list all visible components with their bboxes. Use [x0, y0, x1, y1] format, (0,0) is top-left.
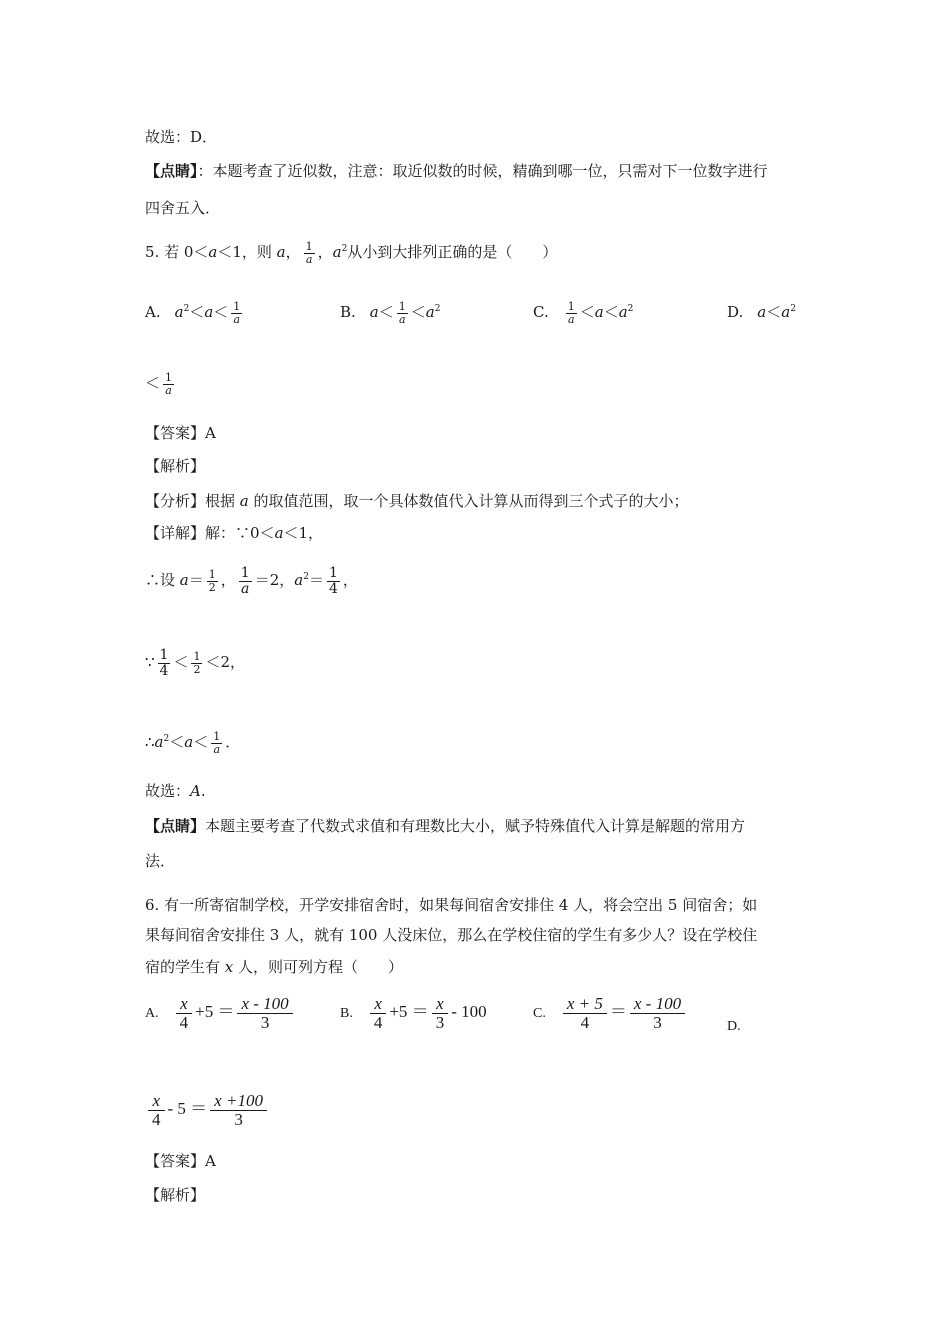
analysis-5-heading: 【解析】 — [145, 457, 206, 475]
line-comment-1-cont: 四舍五入． — [145, 199, 221, 217]
q5-option-d: D. $a<a^2$ — [727, 303, 796, 321]
question-6-line-2: 果每间宿舍安排住 3 人，就有 100 人没床位，那么在学校住宿的学生有多少人？设在学校住 — [145, 926, 758, 944]
question-5: 5. 若 0＜a＜1，则 a， $\frac{1}{a}$ ，$a^2$从小到大排列正确的是（ ） — [145, 239, 558, 266]
question-6-line-3: 宿的学生有 x 人，则可列方程（ ） — [145, 958, 404, 976]
q6-option-d: D. — [727, 1019, 741, 1034]
question-6-line-1: 6. 有一所寄宿制学校，开学安排宿舍时，如果每间宿舍安排住 4 人，将会空出 5 间宿舍；如 — [145, 896, 758, 914]
analysis-5: 【分析】根据 a 的取值范围，取一个具体数值代入计算从而得到三个式子的大小； — [145, 492, 689, 510]
answer-6: 【答案】A — [145, 1152, 216, 1170]
q5-option-b: B. a＜ $\frac{1}{a}$ $<a^2$ — [340, 299, 441, 326]
line-comment-1: 【点睛】：本题考查了近似数，注意：取近似数的时候，精确到哪一位，只需对下一位数字进行 — [145, 162, 768, 180]
step-2: ∵ $\frac{1}{4}$ ＜ $\frac{1}{2}$ ＜2， — [145, 647, 246, 679]
q6-option-c: C. $\frac{x + 5}{4}$ ＝ $\frac{x - 100}{3}$ — [533, 995, 688, 1032]
q5-option-c: C. $\frac{1}{a}$ $<a<a^2$ — [533, 299, 634, 326]
comment-2: 【点睛】本题主要考查了代数式求值和有理数比大小，赋予特殊值代入计算是解题的常用方 — [145, 817, 746, 835]
q5-option-d-cont: ＜ $\frac{1}{a}$ — [145, 371, 173, 397]
q6-option-a: A. $\frac{x}{4}$ +5 ＝ $\frac{x - 100}{3}$ — [145, 995, 296, 1032]
choose-a: 故选：A. — [145, 782, 206, 800]
answer-5: 【答案】A — [145, 424, 216, 442]
detail-5: 【详解】解：∵0＜a＜1， — [145, 524, 324, 542]
comment-tag: 【点睛】 — [145, 162, 198, 180]
line-choose-d: 故选：D． — [145, 128, 218, 146]
analysis-6-heading: 【解析】 — [145, 1186, 206, 1204]
fraction-1-over-a: $\frac{1}{a}$ — [305, 239, 313, 266]
q6-option-b: B. $\frac{x}{4}$ +5 ＝ $\frac{x}{3}$ - 100 — [340, 994, 487, 1032]
q6-option-d-cont: $\frac{x}{4}$ - 5 ＝ $\frac{x +100}{3}$ — [145, 1092, 270, 1129]
step-1: ∴设 a＝ $\frac{1}{2}$ ， $\frac{1}{a}$ ＝2，$a^2=$ $\frac{1}{4}$ ， — [145, 565, 358, 597]
step-3: $\therefore a^2<a<$ $\frac{1}{a}$ ． — [145, 729, 241, 756]
comment-2-cont: 法． — [145, 852, 176, 870]
q5-option-a: A. $a^2<a<$ $\frac{1}{a}$ — [145, 299, 241, 326]
